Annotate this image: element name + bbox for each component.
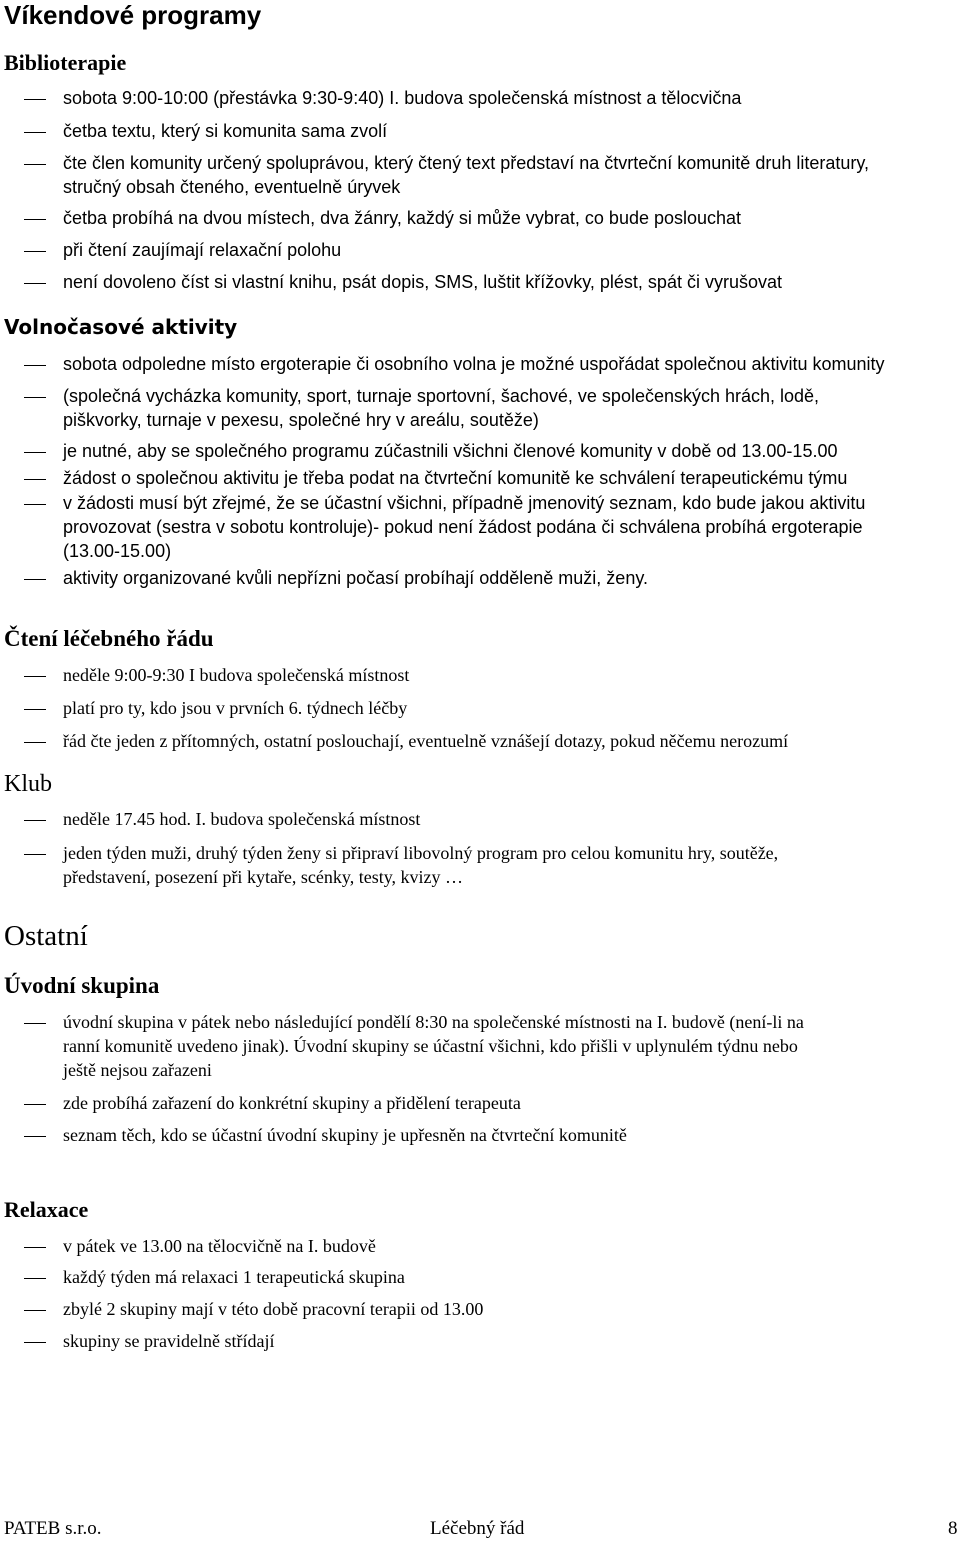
dash-bullet: [24, 1247, 46, 1248]
dash-bullet: [24, 579, 46, 580]
dash-bullet: [24, 251, 46, 252]
heading-uvodni-skupina: Úvodní skupina: [4, 973, 160, 998]
page-title: Víkendové programy: [4, 0, 262, 30]
heading-relaxace: Relaxace: [4, 1197, 89, 1222]
footer-company: PATEB s.r.o.: [4, 1518, 102, 1539]
dash-bullet: [24, 820, 46, 821]
dash-bullet: [24, 365, 46, 366]
dash-bullet: [24, 452, 46, 453]
dash-bullet: [24, 99, 46, 100]
dash-bullet: [24, 1278, 46, 1279]
dash-bullet: [24, 742, 46, 743]
dash-bullet: [24, 1136, 46, 1137]
dash-bullet: [24, 709, 46, 710]
dash-bullet: [24, 854, 46, 855]
dash-bullet: [24, 504, 46, 505]
heading-biblioterapie: Biblioterapie: [4, 50, 127, 75]
footer-page-number: 8: [948, 1518, 958, 1539]
dash-bullet: [24, 676, 46, 677]
heading-volnocasove-aktivity: Volnočasové aktivity: [4, 315, 238, 339]
heading-ostatni: Ostatní: [4, 920, 88, 952]
dash-bullet: [24, 1310, 46, 1311]
dash-bullet: [24, 479, 46, 480]
dash-bullet: [24, 219, 46, 220]
heading-cteni-lecebneho-radu: Čtení léčebného řádu: [4, 626, 214, 651]
dash-bullet: [24, 1342, 46, 1343]
dash-bullet: [24, 397, 46, 398]
dash-bullet: [24, 283, 46, 284]
dash-bullet: [24, 1023, 46, 1024]
heading-klub: Klub: [4, 771, 52, 797]
dash-bullet: [24, 164, 46, 165]
dash-bullet: [24, 132, 46, 133]
footer-document-title: Léčebný řád: [430, 1518, 525, 1539]
dash-bullet: [24, 1104, 46, 1105]
